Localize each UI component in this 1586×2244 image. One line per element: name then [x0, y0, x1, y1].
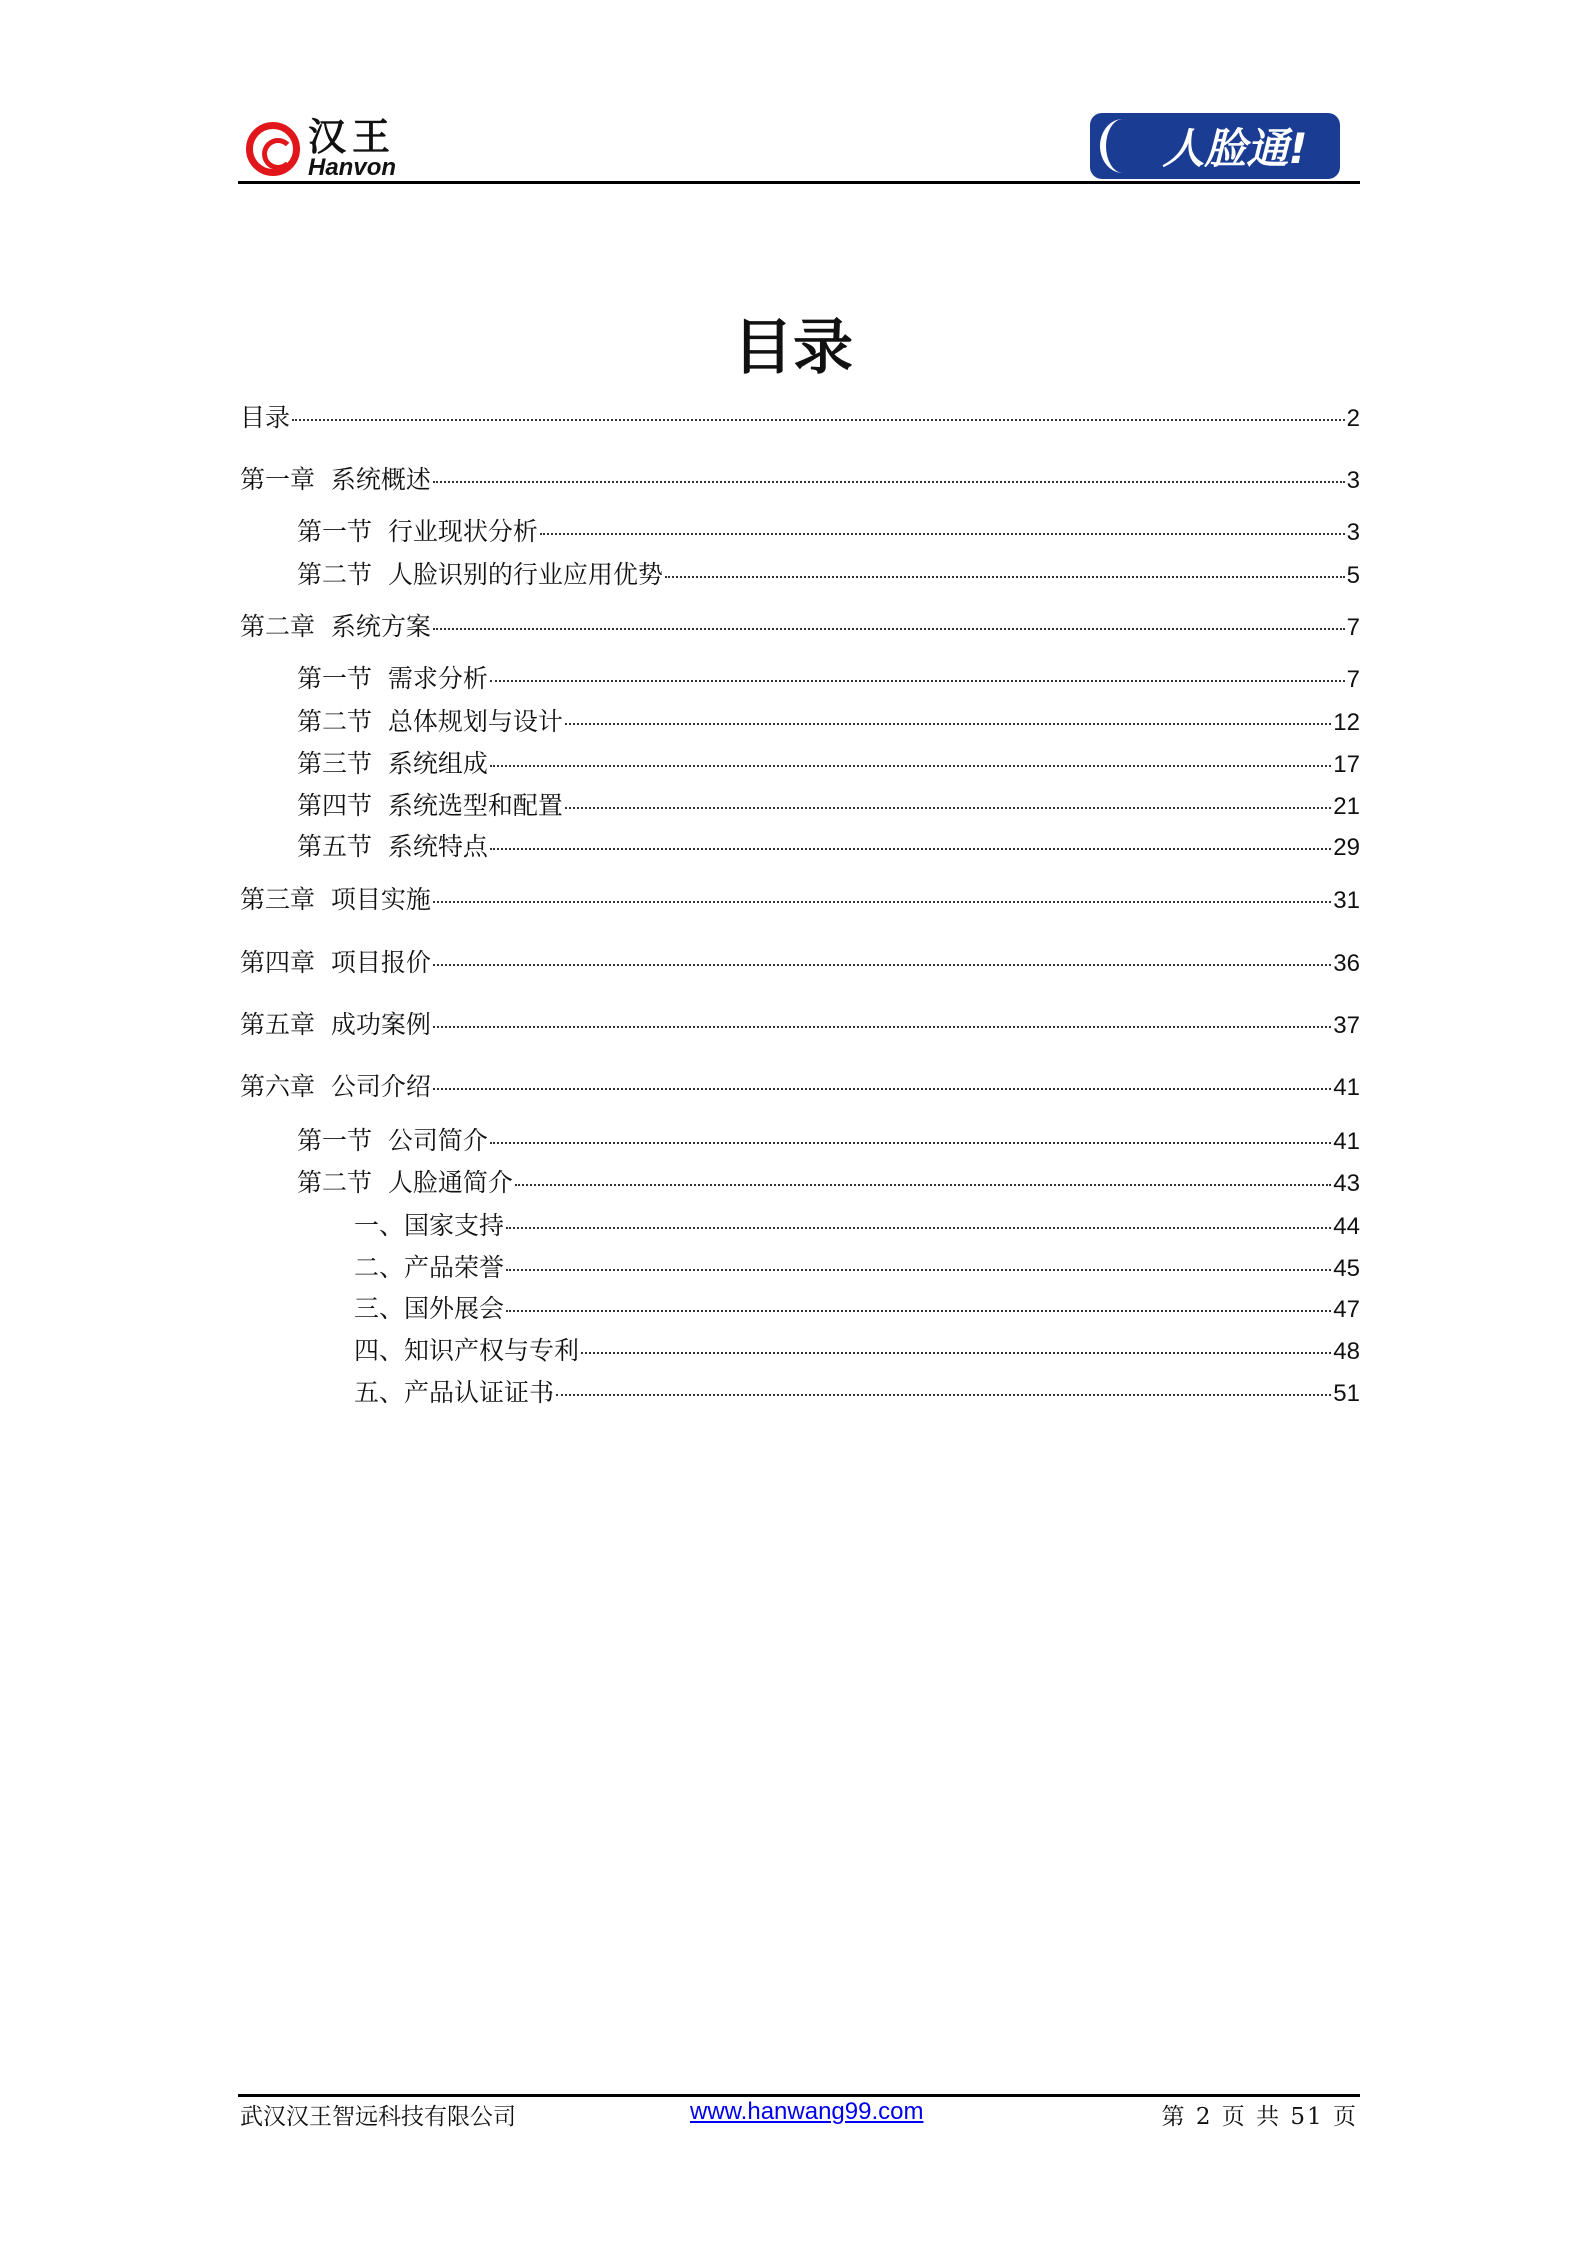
toc-entry-page: 7 [1346, 666, 1360, 693]
footer-url-link[interactable]: www.hanwang99.com [690, 2098, 924, 2125]
toc-entry[interactable] [240, 880, 1360, 914]
toc-leader-dots [292, 419, 1345, 421]
toc-entry-label: 第二节 人脸通简介 [297, 1168, 513, 1197]
footer-page-info: 第 2 页 共 51 页 [1161, 2104, 1358, 2130]
toc-entry-page: 5 [1346, 562, 1360, 589]
hanvon-logo [246, 115, 396, 183]
face-profile-icon [1100, 119, 1146, 173]
toc-entry-label: 四、知识产权与专利 [354, 1336, 580, 1365]
toc-leader-dots [433, 964, 1331, 966]
toc-entry[interactable] [354, 1206, 1360, 1240]
toc-leader-dots [433, 628, 1345, 630]
toc-entry-page: 51 [1333, 1380, 1360, 1407]
toc-entry-label: 一、国家支持 [354, 1211, 505, 1240]
toc-leader-dots [540, 533, 1345, 535]
toc-entry[interactable] [240, 460, 1360, 494]
toc-entry-page: 37 [1333, 1012, 1360, 1039]
toc-leader-dots [433, 1026, 1331, 1028]
toc-leader-dots [490, 765, 1331, 767]
toc-entry[interactable] [240, 1067, 1360, 1101]
toc-entry-page: 17 [1333, 751, 1360, 778]
toc-entry-label: 第二节 总体规划与设计 [297, 707, 563, 736]
footer-divider [238, 2094, 1360, 2097]
toc-entry-page: 2 [1346, 405, 1360, 432]
toc-leader-dots [433, 481, 1345, 483]
toc-entry[interactable] [297, 659, 1360, 693]
toc-entry-label: 第一章 系统概述 [240, 465, 431, 494]
toc-entry[interactable] [297, 512, 1360, 546]
toc-entry-label: 第六章 公司介绍 [240, 1072, 431, 1101]
toc-entry-label: 第五章 成功案例 [240, 1010, 431, 1039]
toc-entry[interactable] [297, 702, 1360, 736]
face-pass-logo-text: 人脸通! [1162, 124, 1308, 173]
hanvon-ring-icon [246, 122, 300, 176]
toc-entry[interactable] [240, 398, 1360, 432]
toc-leader-dots [565, 723, 1331, 725]
toc-entry[interactable] [297, 1121, 1360, 1155]
toc-entry-label: 第一节 公司简介 [297, 1126, 488, 1155]
toc-entry-label: 第四节 系统选型和配置 [297, 791, 563, 820]
toc-entry-label: 目录 [240, 403, 291, 432]
toc-entry-page: 3 [1346, 519, 1360, 546]
toc-entry[interactable] [297, 555, 1360, 589]
toc-entry-label: 第五节 系统特点 [297, 832, 488, 861]
page-title: 目录 [733, 313, 853, 383]
toc-entry-page: 36 [1333, 950, 1360, 977]
toc-entry-label: 第二章 系统方案 [240, 612, 431, 641]
toc-entry[interactable] [354, 1373, 1360, 1407]
toc-leader-dots [490, 1142, 1331, 1144]
toc-entry-label: 第一节 行业现状分析 [297, 517, 538, 546]
toc-entry[interactable] [297, 786, 1360, 820]
toc-entry[interactable] [240, 607, 1360, 641]
toc-entry[interactable] [354, 1331, 1360, 1365]
toc-entry-page: 41 [1333, 1128, 1360, 1155]
toc-entry[interactable] [240, 1005, 1360, 1039]
toc-entry-page: 44 [1333, 1213, 1360, 1240]
toc-entry-page: 47 [1333, 1296, 1360, 1323]
toc-entry[interactable] [297, 1163, 1360, 1197]
toc-entry-page: 7 [1346, 614, 1360, 641]
toc-leader-dots [506, 1310, 1331, 1312]
toc-entry-page: 21 [1333, 793, 1360, 820]
toc-entry-page: 29 [1333, 834, 1360, 861]
toc-entry-page: 12 [1333, 709, 1360, 736]
toc-leader-dots [515, 1184, 1331, 1186]
toc-entry[interactable] [240, 943, 1360, 977]
toc-leader-dots [433, 1088, 1331, 1090]
toc-entry-label: 第四章 项目报价 [240, 948, 431, 977]
toc-entry-label: 三、国外展会 [354, 1294, 505, 1323]
toc-leader-dots [490, 848, 1331, 850]
toc-entry-label: 第二节 人脸识别的行业应用优势 [297, 560, 663, 589]
toc-entry[interactable] [354, 1248, 1360, 1282]
toc-entry-label: 第三节 系统组成 [297, 749, 488, 778]
toc-entry-page: 41 [1333, 1074, 1360, 1101]
footer-company: 武汉汉王智远科技有限公司 [240, 2104, 516, 2130]
toc-entry-page: 48 [1333, 1338, 1360, 1365]
toc-entry[interactable] [354, 1289, 1360, 1323]
face-pass-logo [1090, 113, 1340, 179]
toc-leader-dots [433, 901, 1331, 903]
toc-entry-label: 二、产品荣誉 [354, 1253, 505, 1282]
toc-entry-label: 五、产品认证证书 [354, 1378, 555, 1407]
header-divider [238, 181, 1360, 184]
logo-cn-text: 汉王 [308, 115, 397, 159]
toc-leader-dots [506, 1269, 1331, 1271]
toc-entry-page: 43 [1333, 1170, 1360, 1197]
toc-entry[interactable] [297, 827, 1360, 861]
toc-entry-page: 31 [1333, 887, 1360, 914]
toc-entry-page: 45 [1333, 1255, 1360, 1282]
toc-entry-label: 第三章 项目实施 [240, 885, 431, 914]
toc-leader-dots [506, 1227, 1331, 1229]
toc-leader-dots [565, 807, 1331, 809]
toc-leader-dots [490, 680, 1345, 682]
toc-leader-dots [665, 576, 1345, 578]
toc-leader-dots [581, 1352, 1331, 1354]
toc-entry-label: 第一节 需求分析 [297, 664, 488, 693]
logo-en-text: Hanvon [308, 154, 397, 181]
toc-entry-page: 3 [1346, 467, 1360, 494]
toc-leader-dots [556, 1394, 1331, 1396]
toc-entry[interactable] [297, 744, 1360, 778]
